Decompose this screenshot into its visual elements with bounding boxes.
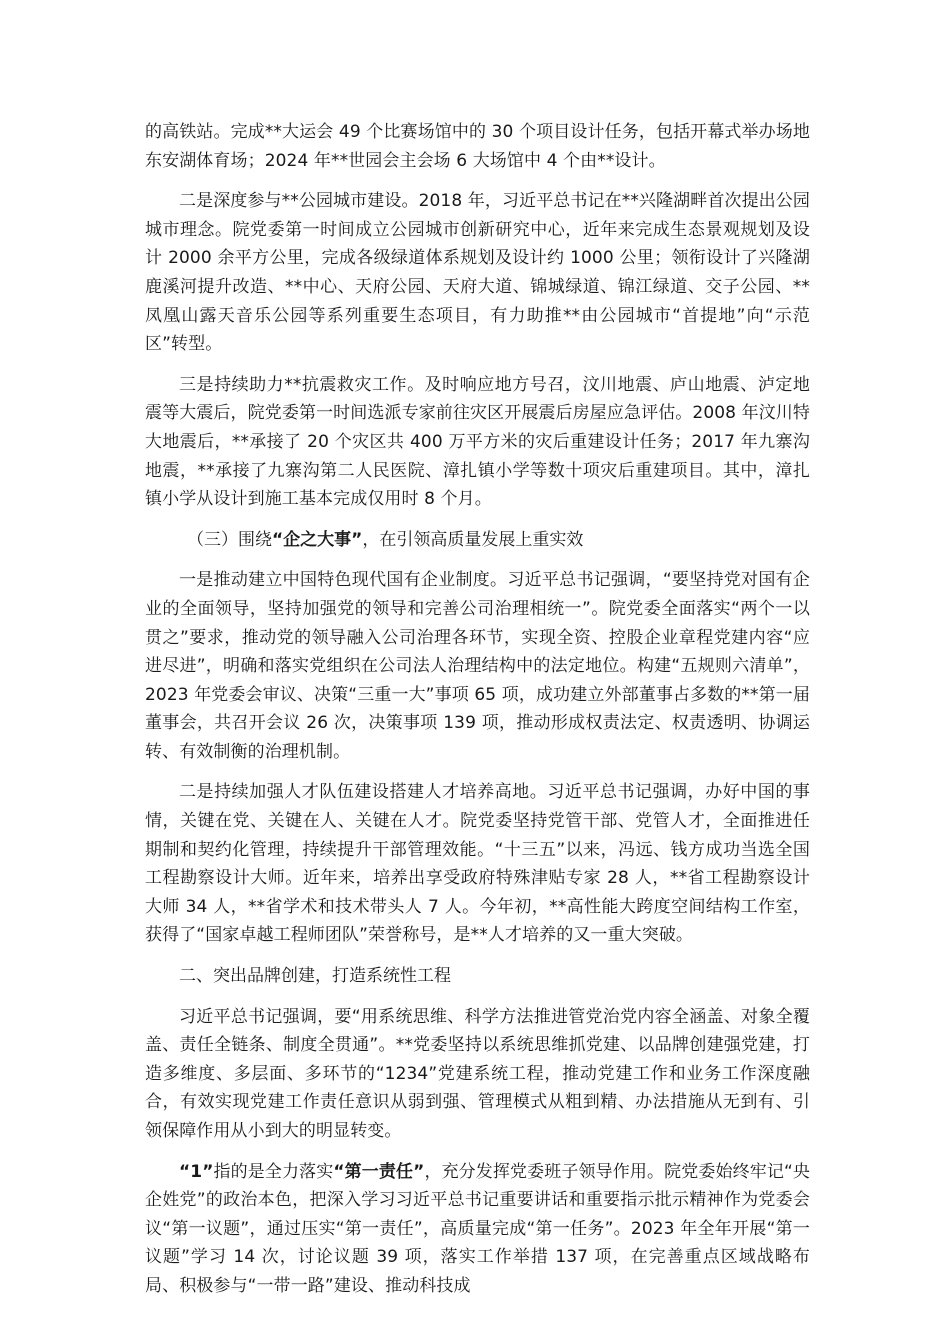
paragraph-text: 的高铁站。完成**大运会 49 个比赛场馆中的 30 个项目设计任务，包括开幕式举办场地东安湖体育场；2024 年**世园会主会场 6 大场馆中 4 个由**设计。 [145,122,810,171]
paragraph-text: 及时响应地方号召，汶川地震、庐山地震、泸定地震等大震后，院党委第一时间选派专家前往灾区开展震后房屋应急评估。2008 年汶川特大地震后，**承接了 20 个灾区共 400 万平方米的灾后重建设计任务；2017 年九寨沟地震，**承接了九寨沟第二人民医院、漳扎镇小学等数十项灾后重建项目。其中，漳扎镇小学从设计到施工基本完成仅用时 8 个月。 [145,374,811,510]
paragraph-lead: 二是持续加强人才队伍建设搭建人才培养高地。 [179,782,548,803]
section-heading-2 [145,962,810,991]
paragraph-lead: 一是推动建立中国特色现代国有企业制度。 [179,570,508,591]
paragraph-talent [145,778,810,950]
paragraph-venues [145,118,810,175]
heading-suffix: ，在引领高质量发展上重实效 [362,529,584,550]
paragraph-lead: 三是持续助力**抗震救灾工作。 [179,374,425,395]
paragraph-text: 2018 年，习近平总书记在**兴隆湖畔首次提出公园城市理念。院党委第一时间成立公园城市创新研究中心，近年来完成生态景观规划及设计 2000 余平方公里，完成各级绿道体系规划及设计约 1000 公里；领衔设计了兴隆湖鹿溪河提升改造、**中心、天府公园、天府大道、锦城绿道、锦江绿道、交子公园、**凤凰山露天音乐公园等系列重要生态项目，有力助推**由公园城市“首提地”向“示范区”转型。 [145,191,810,355]
paragraph-system-thinking [145,1003,810,1146]
paragraph-enterprise-system [145,566,810,766]
paragraph-park-city [145,187,810,359]
paragraph-earthquake-relief [145,371,810,514]
paragraph-text: 习近平总书记强调，办好中国的事情，关键在党、关键在人、关键在人才。院党委坚持党管干部、党管人才，全面推进任期制和契约化管理，持续提升干部管理效能。“十三五”以来，冯远、钱方成功当选全国工程勘察设计大师。近年来，培养出享受政府特殊津贴专家 28 人，**省工程勘察设计大师 34 人，**省学术和技术带头人 7 人。今年初，**高性能大跨度空间结构工作室，获得了“国家卓越工程师团队”荣誉称号，是**人才培养的又一重大突破。 [145,782,810,946]
section-heading-3 [145,526,810,555]
emphasis-one: “1” [179,1161,214,1182]
paragraph-text: 指的是全力落实 [213,1161,334,1182]
heading-emphasis: “企之大事” [272,529,363,550]
paragraph-text: 习近平总书记强调，要“用系统思维、科学方法推进管党治党内容全涵盖、对象全覆盖、责任全链条、制度全贯通”。**党委坚持以系统思维抓党建、以品牌创建强党建，打造多维度、多层面、多环节的“1234”党建系统工程，推动党建工作和业务工作深度融合，有效实现党建工作责任意识从弱到强、管理模式从粗到精、办法措施从无到有、引领保障作用从小到大的明显转变。 [145,1006,810,1141]
paragraph-lead: 二是深度参与**公园城市建设。 [179,191,419,212]
paragraph-text: ，充分发挥党委班子领导作用。院党委始终牢记“央企姓党”的政治本色，把深入学习习近平总书记重要讲话和重要指示批示精神作为党委会议“第一议题”，通过压实“第一责任”，高质量完成“第一任务”。2023 年全年开展“第一议题”学习 14 次，讨论议题 39 项，落实工作举措 137 项，在完善重点区域战略布局、积极参与“一带一路”建设、推动科技成 [145,1161,811,1296]
document-page [145,118,810,1313]
heading-prefix: （三）围绕 [187,529,272,550]
paragraph-text: 习近平总书记强调，“要坚持党对国有企业的全面领导，坚持加强党的领导和完善公司治理相统一”。院党委全面落实“两个一以贯之”要求，推动党的领导融入公司治理各环节，实现全资、控股企业章程党建内容“应进尽进”，明确和落实党组织在公司法人治理结构中的法定地位。构建“五规则六清单”，2023 年党委会审议、决策“三重一大”事项 65 项，成功建立外部董事占多数的**第一届董事会，共召开会议 26 次，决策事项 139 项，推动形成权责法定、权责透明、协调运转、有效制衡的治理机制。 [145,570,810,762]
emphasis-first-responsibility: “第一责任” [333,1161,425,1182]
heading-text: 二、突出品牌创建，打造系统性工程 [179,966,451,987]
paragraph-first-responsibility [145,1158,810,1301]
